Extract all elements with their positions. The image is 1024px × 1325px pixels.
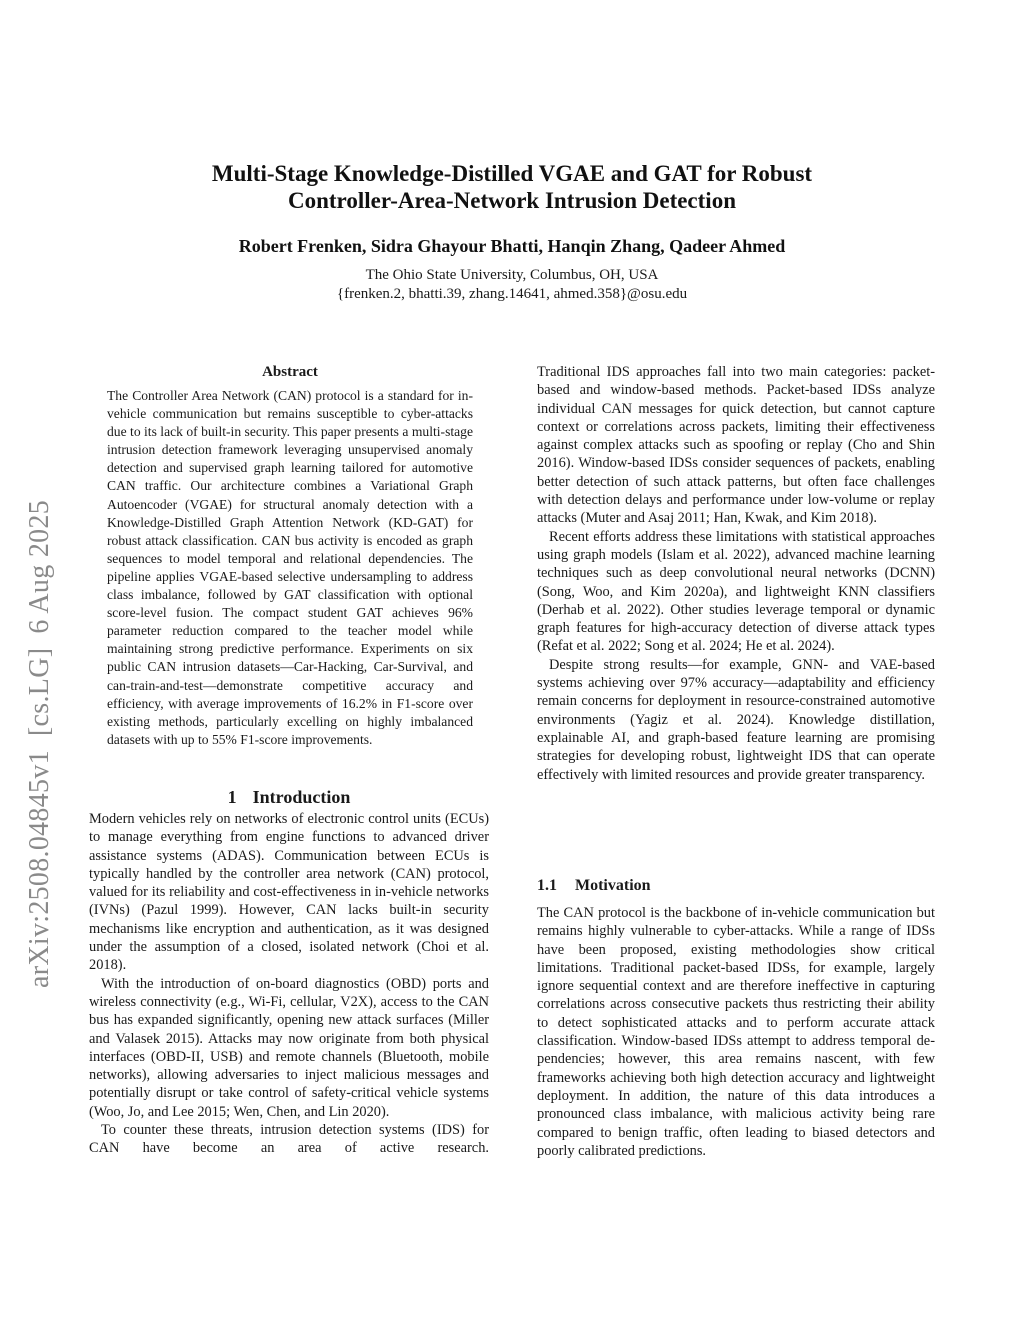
author-emails[interactable]: {frenken.2, bhatti.39, zhang.14641, ahmed.358}@osu.edu	[336, 286, 688, 302]
paragraph: To counter these threats, intrusion detection systems (IDS) for CAN have become an area of active research.	[89, 1122, 489, 1157]
arxiv-id[interactable]: arXiv:2508.04845v1	[24, 750, 55, 988]
section-number: 1	[227, 787, 237, 807]
paragraph: The CAN protocol is the backbone of in-vehicle communication but remains highly vulnerable to cyber-attacks. While a range of IDSs have been proposed, existing methodologies show critical limitations. Traditional packet-based IDSs, for example, largely ignore sequential context and are therefore ineffective in capturing correlations across consecutive packets thus restricting their ability to detect sophisticated attacks and to perform accurate attack classification. Window-based IDSs attempt to address temporal dependencies; however, this area remains nascent, with few frameworks achieving both high detection accuracy and lightweight deployment. In addition, the nature of this data introduces a pronounced class imbalance, with malicious activity being rare compared to benign traffic, often leading to biased detectors and poorly calibrated predictions.	[537, 905, 935, 1159]
subsection-number: 1.1	[537, 877, 557, 894]
title-line-1: Multi-Stage Knowledge-Distilled VGAE and GAT for Robust	[211, 161, 813, 186]
paragraph: Despite strong results—for example, GNN- and VAE-based systems achieving over 97% accuracy—adaptability and efficiency remain concerns for deployment in resource-constrained automotive environments (Yagiz et al. 2024). Knowledge distillation, explainable AI, and graph-based feature learning are promising strategies for developing robust, lightweight IDS that can operate effectively with limited resources and provide greater transparency.	[537, 656, 935, 783]
paragraph: Traditional IDS approaches fall into two main categories: packet-based and window-based methods. Packet-based IDSs analyze individual CAN messages for quick detection, but cannot capture context or correlations across packets, limiting their effectiveness against complex attacks such as spoofing or replay (Cho and Shin 2016). Window-based IDSs consider sequences of packets, enabling better detection of such attack patterns, but often face challenges with detection delays and performance under low-volume or replay attacks (Muter and Asaj 2011; Han, Kwak, and Kim 2018).	[537, 364, 935, 527]
paragraph: Recent efforts address these limitations with statistical approaches using graph models (Islam et al. 2022), advanced machine learning techniques such as deep convolutional neural networks (DCNN) (Song, Woo, and Kim 2020a), and lightweight KNN classifiers (Derhab et al. 2022). Other studies leverage temporal or dynamic graph features for high-accuracy detection of diverse attack types (Refat et al. 2022; Song et al. 2024; He et al. 2024).	[537, 528, 935, 655]
paragraph: Modern vehicles rely on networks of electronic control units (ECUs) to manage everything from engine functions to advanced driver assistance systems (ADAS). Communication between ECUs is typically handled by the controller area network (CAN) protocol, valued for its reliability and cost-effectiveness in in-vehicle networks (IVNs) (Pazul 1999). However, CAN lacks built-in security mechanisms like encryption and authentication, as it was designed under the assumption of a closed, isolated network (Choi et al. 2018).	[89, 811, 489, 974]
paper-title	[150, 160, 874, 214]
subsection-title: Motivation	[575, 877, 651, 894]
abstract-body	[107, 387, 473, 749]
arxiv-date: 6 Aug 2025	[24, 499, 55, 634]
section-title: Introduction	[252, 787, 351, 807]
motivation-heading	[537, 876, 651, 896]
introduction-heading	[89, 786, 489, 808]
arxiv-category: [cs.LG]	[24, 647, 55, 737]
introduction-body-right	[537, 363, 935, 784]
paragraph: With the introduction of on-board diagnostics (OBD) ports and wireless connectivity (e.g., Wi-Fi, cellular, V2X), access to the CAN bus has expanded significantly, opening new attack surfaces (Miller and Valasek 2015). Attacks may now originate from both physical interfaces (OBD-II, USB) and remote channels (Bluetooth, mobile networks), allowing adversaries to inject malicious messages and potentially disrupt or take control of safety-critical vehicle systems (Woo, Jo, and Lee 2015; Wen, Chen, and Lin 2020).	[89, 975, 489, 1120]
affiliation: The Ohio State University, Columbus, OH, USA	[365, 267, 659, 283]
title-line-2: Controller-Area-Network Intrusion Detection	[288, 188, 736, 213]
motivation-body	[537, 904, 935, 1160]
author-list: Robert Frenken, Sidra Ghayour Bhatti, Hanqin Zhang, Qadeer Ahmed	[238, 236, 786, 256]
introduction-body-left	[89, 810, 489, 1158]
affiliation-block	[150, 266, 874, 304]
arxiv-stamp	[23, 486, 57, 988]
abstract-heading: Abstract	[262, 364, 318, 380]
abstract-text: The Controller Area Network (CAN) protocol is a standard for in-vehicle communication but remains susceptible to cyber-attacks due to its lack of built-in security. This paper presents a multi-stage intrusion detection framework leveraging unsupervised anomaly detection and supervised graph learning tailored for automotive CAN traffic. Our architecture combines a Variational Graph Autoencoder (VGAE) for structural anomaly detection with a Knowledge-Distilled Graph Attention Network (KD-GAT) for robust attack classification. CAN bus activity is encoded as graph sequences to model temporal and relational dependencies. The pipeline applies VGAE-based selective undersampling to address class imbalance, followed by GAT classification with optional score-level fusion. The compact student GAT achieves 96% parameter reduction compared to the teacher model while maintaining strong predictive performance. Experiments on six public CAN intrusion datasets—Car-Hacking, Car-Survival, and can-train-and-test—demonstrate competitive accuracy and efficiency, with average improvements of 16.2% in F1-score over existing methods, particularly excelling on highly imbalanced datasets with up to 55% F1-score improvements.	[107, 388, 473, 747]
